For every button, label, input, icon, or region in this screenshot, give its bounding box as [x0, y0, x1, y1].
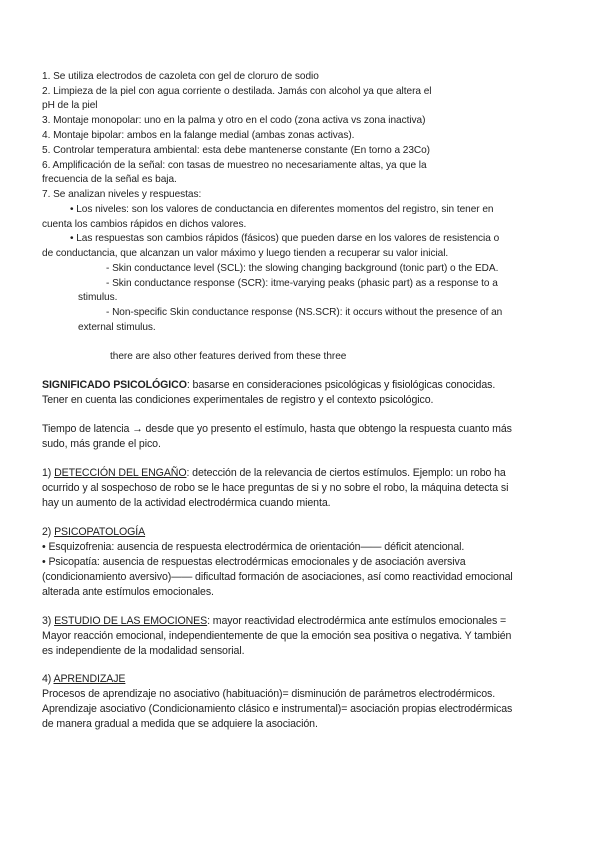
emociones-title: ESTUDIO DE LAS EMOCIONES: [54, 615, 208, 627]
significado-heading: SIGNIFICADO PSICOLÓGICO: [42, 379, 187, 391]
list-item-2: 2. Limpieza de la piel con agua corriente o destilada. Jamás con alcohol ya que altera el: [42, 86, 432, 97]
psicopatologia-line-4: alterada ante estímulos emocionales.: [42, 586, 214, 598]
emociones-text: : mayor reactividad electrodérmica ante estímulos emocionales =: [207, 615, 507, 627]
list-item-5: 5. Controlar temperatura ambiental: esta debe mantenerse constante (En torno a 23Co): [42, 145, 430, 156]
features-note: there are also other features derived from these three: [110, 351, 347, 362]
psicopatologia-line-3: (condicionamiento aversivo)—— dificultad formación de asociaciones, así como reactividad emocional: [42, 571, 513, 583]
list-item-3: 3. Montaje monopolar: uno en la palma y otro en el codo (zona activa vs zona inactiva): [42, 115, 426, 126]
significado-text: : basarse en consideraciones psicológicas y fisiológicas conocidas.: [186, 379, 496, 391]
bullet-niveles: • Los niveles: son los valores de conductancia en diferentes momentos del registro, sin tener en: [70, 204, 494, 215]
list-item-4: 4. Montaje bipolar: ambos en la falange medial (ambas zonas activas).: [42, 130, 355, 141]
emociones-number: 3): [42, 615, 55, 627]
list-item-2-cont: pH de la piel: [42, 100, 98, 111]
dash-scl: - Skin conductance level (SCL): the slowing changing background (tonic part) o the EDA.: [106, 263, 499, 274]
psicopatologia-psicopatia: • Psicopatía: ausencia de respuestas electrodérmicas emocionales y de asociación aversiva: [42, 556, 466, 568]
deteccion-title: DETECCIÓN DEL ENGAÑO: [54, 467, 187, 479]
bullet-respuestas-cont: de conductancia, que alcanzan un valor máximo y luego tienden a recuperar su valor inicial.: [42, 248, 449, 259]
psicopatologia-heading: [42, 526, 145, 538]
deteccion-text: : detección de la relevancia de ciertos estímulos. Ejemplo: un robo ha: [186, 467, 506, 479]
aprendizaje-line-1: Procesos de aprendizaje no asociativo (habituación)= disminución de parámetros electrodérmicos.: [42, 688, 496, 700]
psicopatologia-title: PSICOPATOLOGÍA: [54, 526, 146, 538]
dash-scr-cont: stimulus.: [78, 292, 118, 303]
dash-ns-scr: - Non-specific Skin conductance response (NS.SCR): it occurs without the presence of an: [106, 307, 503, 318]
dash-scr: - Skin conductance response (SCR): itme-varying peaks (phasic part) as a response to a: [106, 278, 498, 289]
list-item-6-cont: frecuencia de la señal es baja.: [42, 174, 177, 185]
dash-ns-scr-cont: external stimulus.: [78, 322, 156, 333]
deteccion-line-3: hay un aumento de la actividad electrodérmica cuando mienta.: [42, 497, 331, 509]
latencia-line-1: Tiempo de latencia → desde que yo presento el estímulo, hasta que obtengo la respuesta cuanto más: [42, 423, 512, 435]
emociones-line-2: Mayor reacción emocional, independientemente de que la emoción sea positiva o negativa. Y también: [42, 630, 512, 642]
list-item-1: 1. Se utiliza electrodos de cazoleta con gel de cloruro de sodio: [42, 71, 319, 82]
bullet-niveles-cont: cuenta los cambios rápidos en dichos valores.: [42, 219, 247, 230]
significado-line-1: [42, 379, 495, 391]
deteccion-line-1: [42, 467, 506, 479]
emociones-line-1: [42, 615, 506, 627]
aprendizaje-line-3: de manera gradual a medida que se adquiere la asociación.: [42, 718, 318, 730]
list-item-6: 6. Amplificación de la señal: con tasas de muestreo no necesariamente altas, ya que la: [42, 160, 427, 171]
aprendizaje-heading: [42, 673, 125, 685]
aprendizaje-number: 4): [42, 673, 54, 685]
list-item-7: 7. Se analizan niveles y respuestas:: [42, 189, 202, 200]
emociones-line-3: es independiente de la modalidad sensorial.: [42, 645, 245, 657]
psicopatologia-esquizofrenia: • Esquizofrenia: ausencia de respuesta electrodérmica de orientación—— déficit atencional.: [42, 541, 465, 553]
psicopatologia-number: 2): [42, 526, 55, 538]
aprendizaje-line-2: Aprendizaje asociativo (Condicionamiento clásico e instrumental)= asociación propias electrodérmicas: [42, 703, 513, 715]
aprendizaje-title: APRENDIZAJE: [53, 673, 126, 685]
bullet-respuestas: • Las respuestas son cambios rápidos (fásicos) que pueden darse en los valores de resistencia o: [70, 233, 500, 244]
deteccion-line-2: ocurrido y al sospechoso de robo se le hace preguntas de si y no sobre el robo, la máquina detecta si: [42, 482, 509, 494]
deteccion-number: 1): [42, 467, 55, 479]
latencia-line-2: sudo, más grande el pico.: [42, 438, 161, 450]
significado-line-2: Tener en cuenta las condiciones experimentales de registro y el contexto psicológico.: [42, 394, 434, 406]
